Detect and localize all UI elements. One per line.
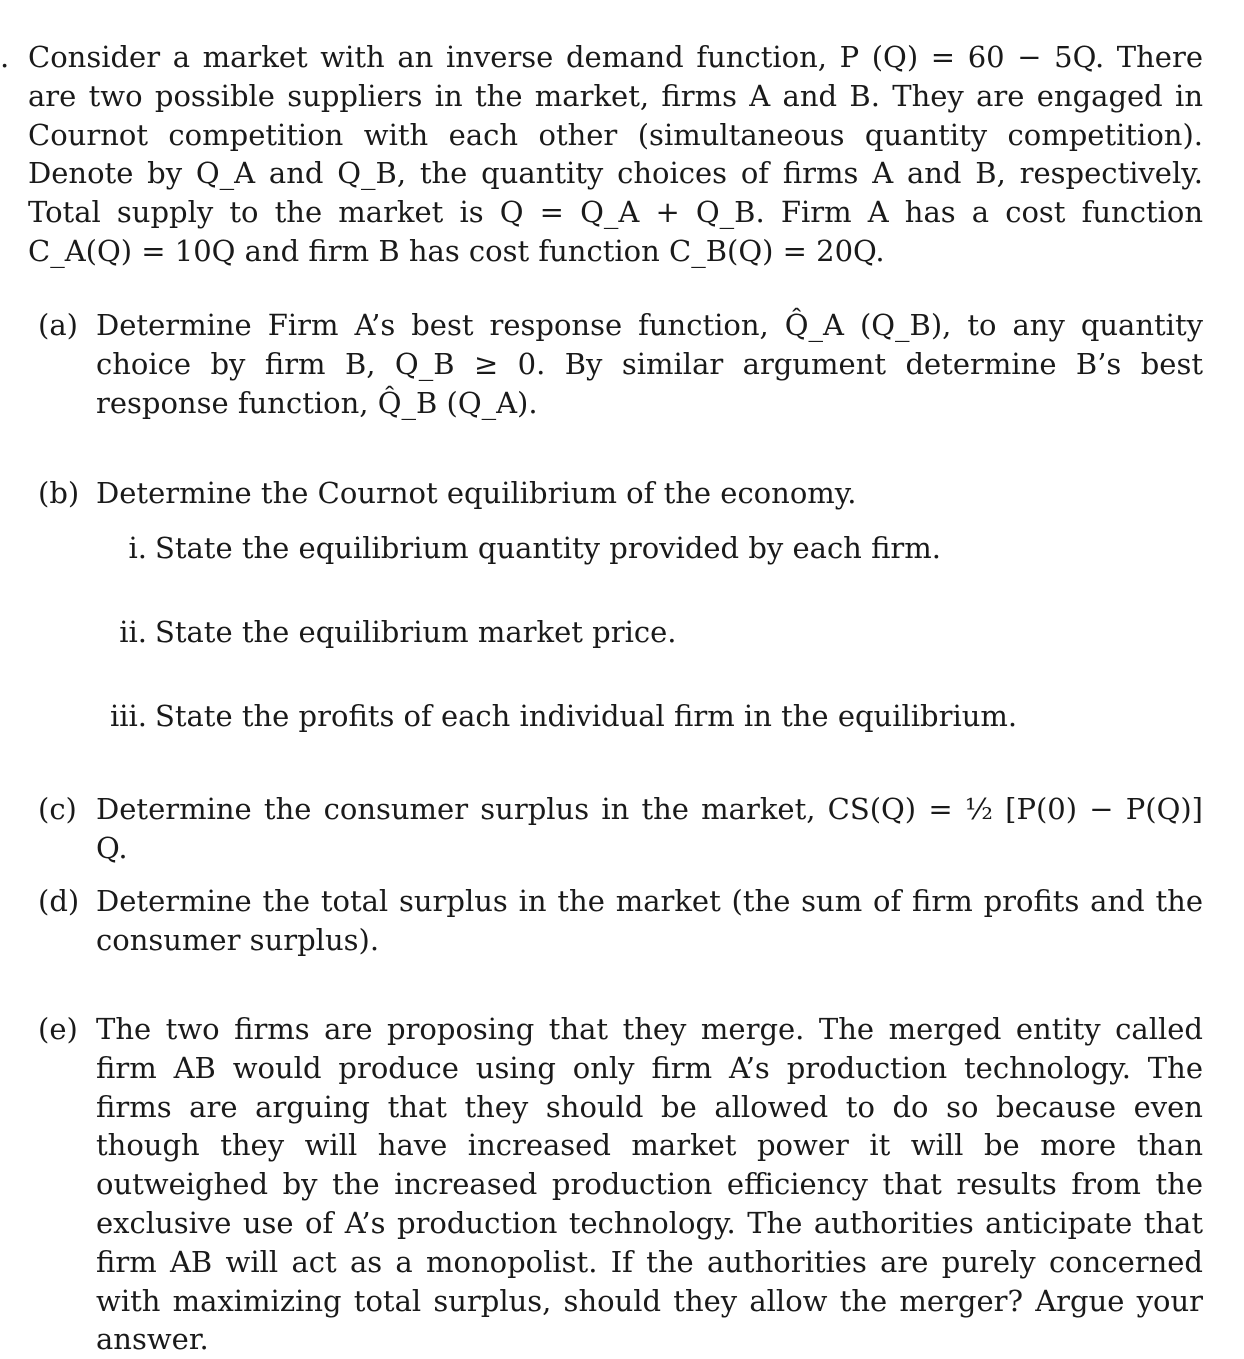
question-intro [0, 38, 1203, 271]
part-c-label: (c) [38, 792, 77, 826]
part-b-ii-text: State the equilibrium market price. [155, 615, 677, 649]
part-b-i-label: i. [128, 531, 147, 565]
part-b-iii-label: iii. [109, 699, 147, 733]
part-d-text: Determine the total surplus in the market (the sum of firm profits and the consumer surplus). [96, 884, 1203, 957]
part-d-label: (d) [38, 884, 80, 918]
part-b-i-text: State the equilibrium quantity provided by each firm. [155, 531, 942, 565]
part-b-text: Determine the Cournot equilibrium of the economy. [96, 476, 857, 510]
part-c [38, 790, 1203, 868]
part-e-label: (e) [38, 1012, 78, 1046]
part-a [38, 306, 1203, 422]
part-a-text: Determine Firm A’s best response function, Q̂_A (Q_B), to any quantity choice by firm B, Q_B ≥ 0. By similar argument determine B’s best response function, Q̂_B (Q_A). [96, 308, 1203, 420]
part-b-iii-text: State the profits of each individual firm in the equilibrium. [155, 699, 1018, 733]
part-d [38, 882, 1203, 960]
question-number-marker: . [0, 40, 10, 74]
part-b-label: (b) [38, 476, 80, 510]
part-e [38, 1010, 1203, 1359]
part-e-text: The two firms are proposing that they merge. The merged entity called firm AB would produce using only firm A’s production technology. The firms are arguing that they should be allowed to do so because even though they will have increased market power it will be more than outweighed by the increased production efficiency that results from the exclusive use of A’s production technology. The authorities anticipate that firm AB will act as a monopolist. If the authorities are purely concerned with maximizing total surplus, should they allow the merger? Argue your answer. [96, 1012, 1203, 1357]
part-b-iii [109, 697, 1203, 736]
part-c-text: Determine the consumer surplus in the market, CS(Q) = ½ [P(0) − P(Q)] Q. [96, 792, 1203, 865]
part-b-i [128, 529, 1203, 568]
part-a-label: (a) [38, 308, 78, 342]
part-b [38, 474, 1203, 513]
question-intro-text: Consider a market with an inverse demand function, P (Q) = 60 − 5Q. There are two possible suppliers in the market, firms A and B. They are engaged in Cournot competition with each other (simultaneous quantity competition). Denote by Q_A and Q_B, the quantity choices of firms A and B, respectively. Total supply to the market is Q = Q_A + Q_B. Firm A has a cost function C_A(Q) = 10Q and firm B has cost function C_B(Q) = 20Q. [28, 40, 1203, 268]
part-b-ii-label: ii. [119, 615, 147, 649]
part-b-ii [119, 613, 1203, 652]
